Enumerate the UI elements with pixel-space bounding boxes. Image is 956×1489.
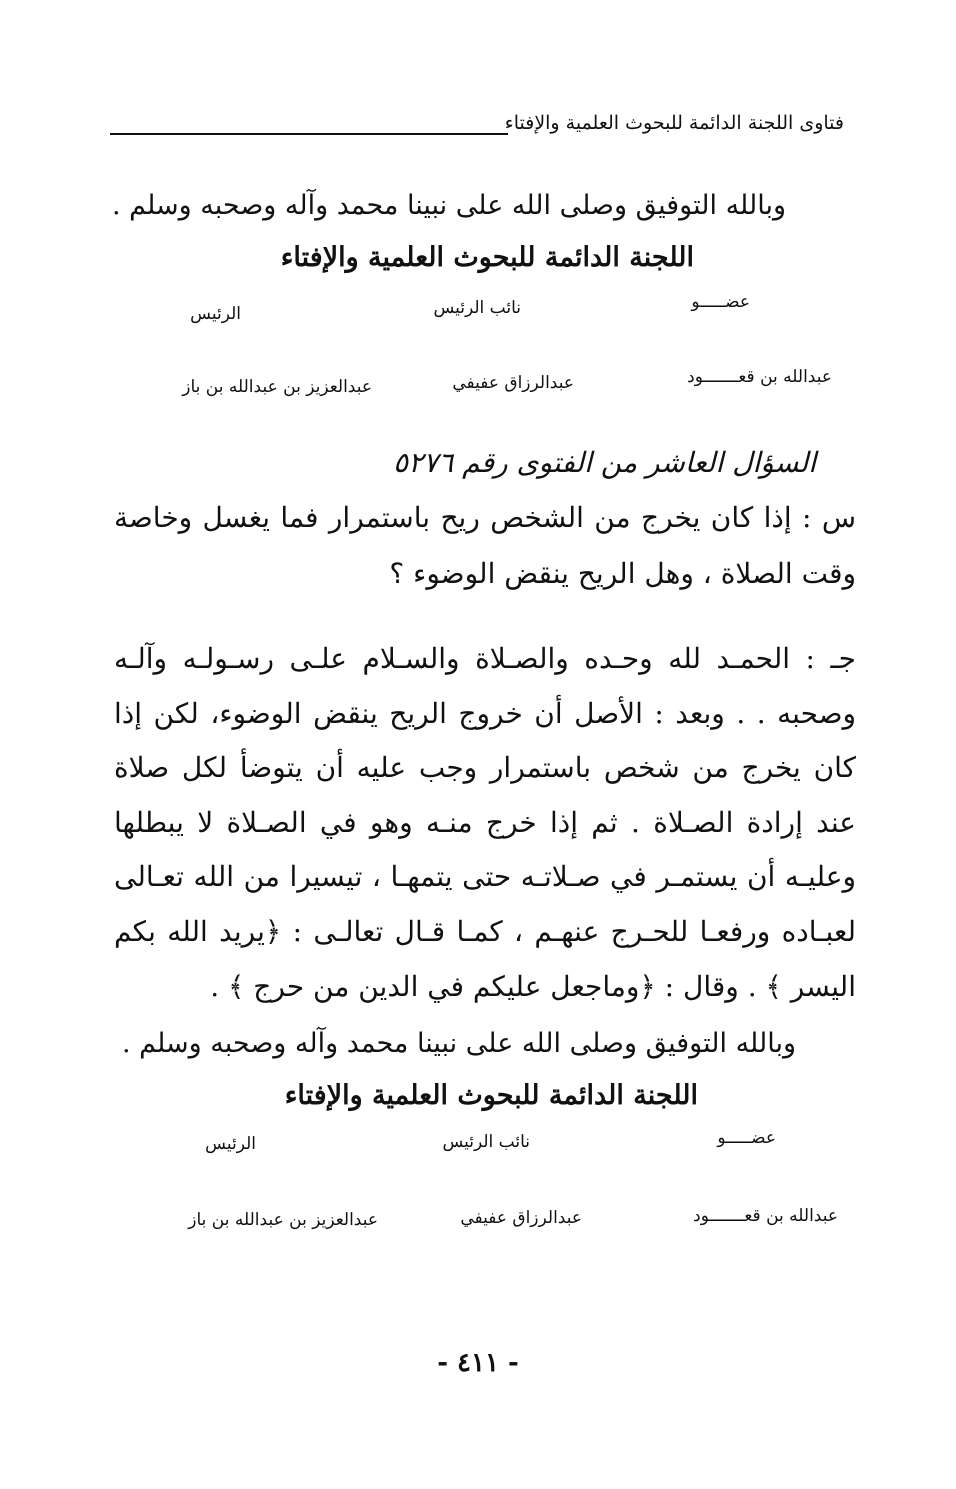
fatwa-question-title: السؤال العاشر من الفتوى رقم ٥٢٧٦ (393, 446, 816, 479)
name-member: عبدالله بن قعـــــــود (693, 1206, 838, 1226)
committee-name: اللجنة الدائمة للبحوث العلمية والإفتاء (284, 1080, 698, 1111)
question-text: س : إذا كان يخرج من الشخص ريح باستمرار فما يغسل وخاصة وقت الصلاة ، وهل الريح ينقض الوضوء ؟ (114, 501, 856, 590)
page-number: - ٤١١ - (437, 1348, 519, 1378)
role-chairman: الرئيس (190, 304, 241, 324)
name-chairman: عبدالعزيز بن عبدالله بن باز (182, 377, 372, 397)
name-deputy: عبدالرزاق عفيفي (452, 373, 574, 393)
closing-formula: وبالله التوفيق وصلى الله على نبينا محمد وآله وصحبه وسلم . (121, 1028, 796, 1059)
name-deputy: عبدالرزاق عفيفي (460, 1208, 582, 1228)
answer-text: جـ : الحمـد لله وحـده والصـلاة والسـلام علـى رسـولـه وآلـه وصحبه . . وبعد : الأصل أن خروج الريح ينقض الوضوء، لكن إذا كان يخرج من شخص باستمرار وجب عليه أن يتوضأ لكل صلاة عند إرادة الصـلاة . ثم إذا خرج منـه وهو في الصـلاة لا يبطلها وعليـه أن يستمـر في صـلاتـه حتى يتمهـا ، تيسيرا من الله تعـالى لعبـاده ورفعـا للحـرج عنهـم ، كمـا قـال تعالـى : ﴿يريد الله بكم اليسر ﴾ . وقال : ﴿وماجعل عليكم في الدين من حرج ﴾ . (114, 642, 856, 1003)
role-deputy: نائب الرئيس (442, 1132, 530, 1152)
role-chairman: الرئيس (205, 1134, 256, 1154)
role-member: عضـــــو (691, 292, 750, 312)
role-deputy: نائب الرئيس (433, 298, 521, 318)
name-chairman: عبدالعزيز بن عبدالله بن باز (188, 1210, 378, 1230)
header-rule (110, 133, 508, 135)
role-member: عضـــــو (717, 1128, 776, 1148)
running-header-title: فتاوى اللجنة الدائمة للبحوث العلمية والإفتاء (504, 112, 844, 134)
closing-formula: وبالله التوفيق وصلى الله على نبينا محمد وآله وصحبه وسلم . (111, 190, 786, 221)
name-member: عبدالله بن قعـــــــود (687, 367, 832, 387)
committee-name: اللجنة الدائمة للبحوث العلمية والإفتاء (280, 242, 694, 273)
